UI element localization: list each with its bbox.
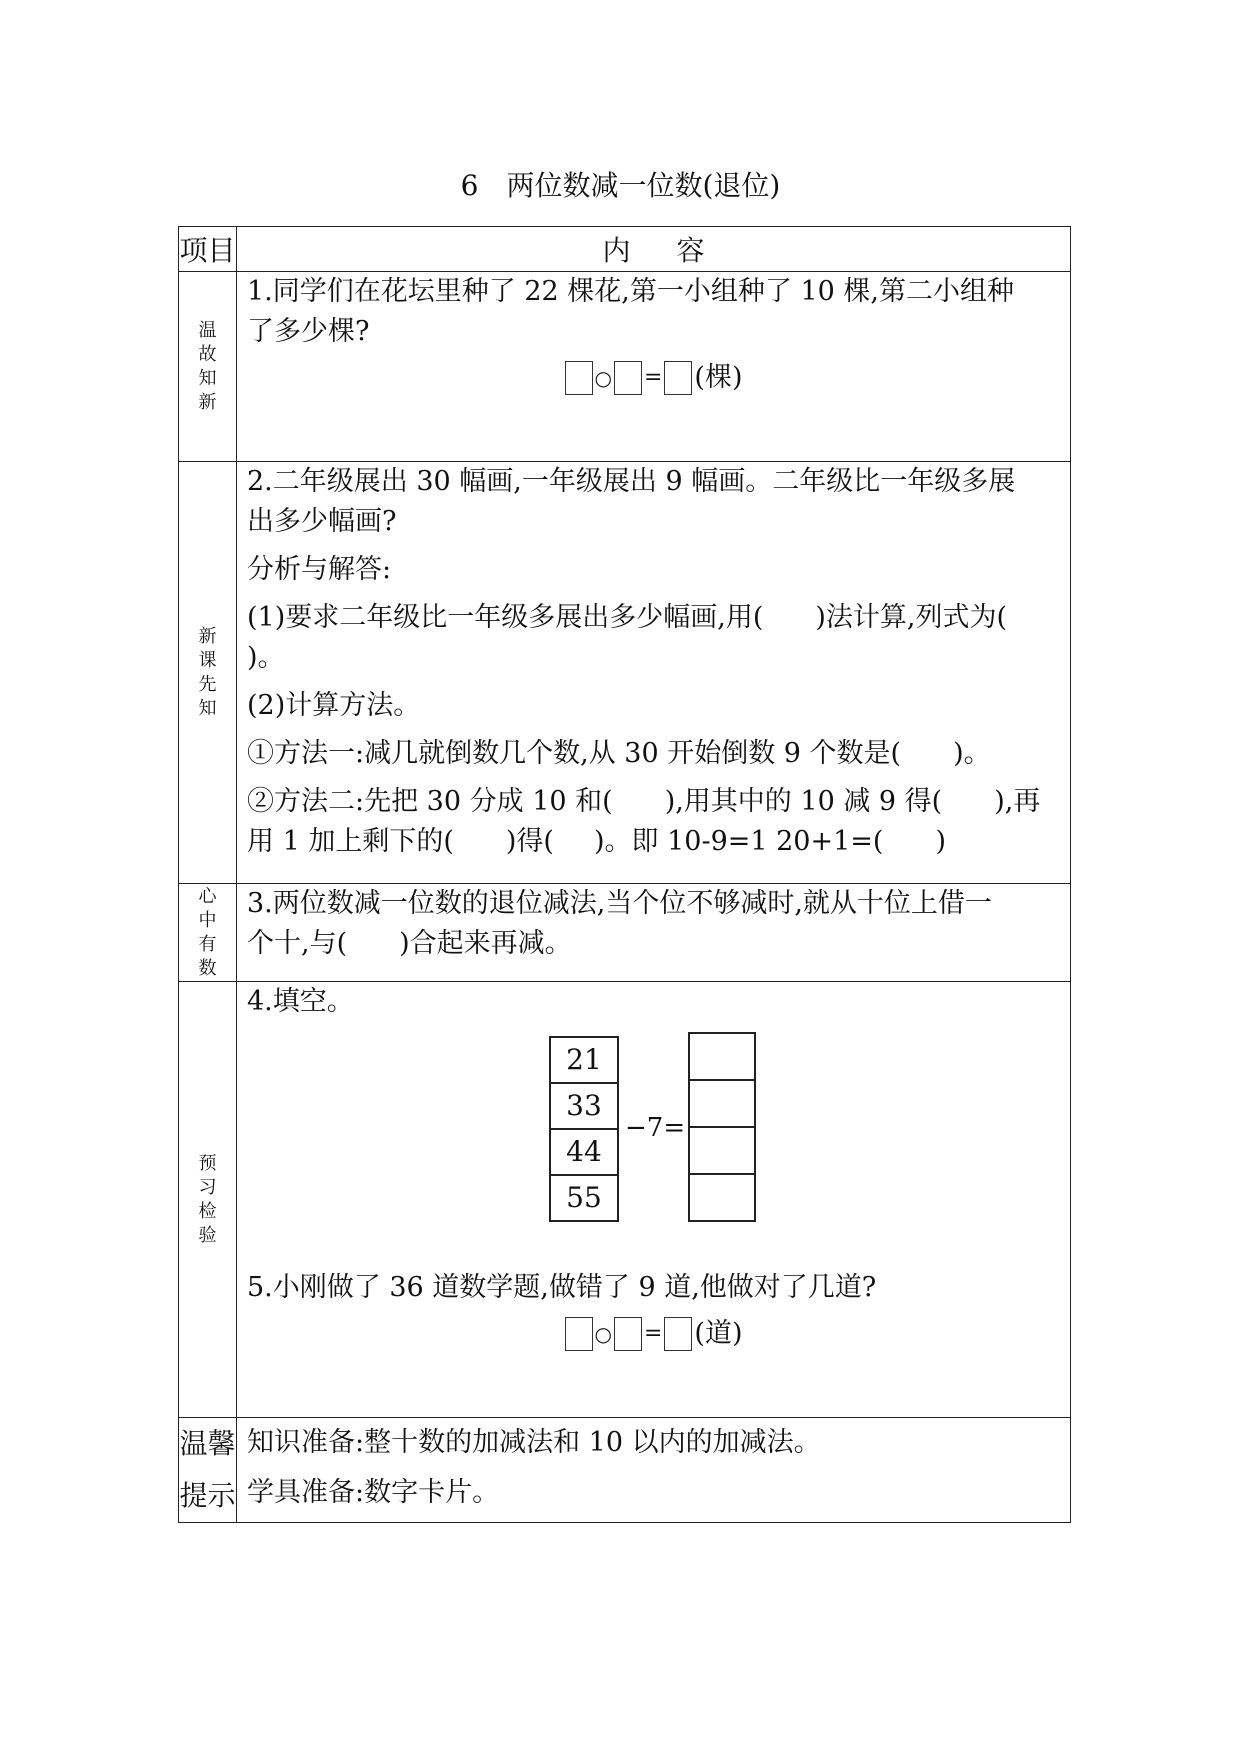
review-label: 温 故 知 新 — [179, 272, 237, 462]
tips-label: 温馨 提示 — [179, 1418, 237, 1523]
method2-line1: ②方法二:先把 30 分成 10 和( ),用其中的 10 减 9 得( ),再 — [247, 786, 1041, 817]
review-content — [237, 272, 1071, 462]
preview-row — [179, 982, 1071, 1418]
new-lesson-row — [179, 462, 1071, 884]
analysis-heading: 分析与解答: — [247, 554, 392, 585]
q4-heading: 4.填空。 — [247, 986, 354, 1017]
q1-line2: 了多少棵? — [247, 316, 370, 347]
q3-line2: 个十,与( )合起来再减。 — [247, 928, 572, 959]
answer-box[interactable] — [565, 1317, 593, 1351]
q4-number-column — [549, 1036, 619, 1222]
worksheet-table — [178, 226, 1071, 1523]
q3-line1: 3.两位数减一位数的退位减法,当个位不够减时,就从十位上借一 — [247, 888, 992, 919]
equals-sign: = — [643, 1321, 663, 1346]
answer-box[interactable] — [688, 1128, 756, 1175]
unit-label: (棵) — [694, 362, 743, 393]
method2-line2: 用 1 加上剩下的( )得( )。即 10-9=1 20+1=( ) — [247, 826, 946, 857]
answer-box[interactable] — [688, 1032, 756, 1081]
tips-line2: 学具准备:数字卡片。 — [247, 1477, 500, 1508]
tips-content — [237, 1418, 1071, 1523]
preview-content — [237, 982, 1071, 1418]
title-text: 两位数减一位数(退位) — [506, 169, 781, 202]
header-content-a: 内 — [602, 234, 631, 267]
in-mind-content — [237, 884, 1071, 982]
q4-number: 33 — [549, 1084, 619, 1130]
step1: (1)要求二年级比一年级多展出多少幅画,用( )法计算,列式为( — [247, 602, 1008, 633]
q1-equation — [247, 356, 1060, 400]
answer-box[interactable] — [614, 1317, 642, 1351]
title-number: 6 — [460, 169, 479, 202]
answer-box[interactable] — [688, 1081, 756, 1128]
answer-box[interactable] — [664, 1317, 692, 1351]
answer-box[interactable] — [565, 361, 593, 395]
method1: ①方法一:减几就倒数几个数,从 30 开始倒数 9 个数是( )。 — [247, 738, 991, 769]
q5-equation — [247, 1312, 1060, 1356]
preview-label: 预 习 检 验 — [179, 982, 237, 1418]
header-content — [237, 227, 1071, 272]
q4-fill-area — [247, 1030, 1060, 1226]
step2: (2)计算方法。 — [247, 690, 421, 721]
q5-text: 5.小刚做了 36 道数学题,做错了 9 道,他做对了几道? — [247, 1272, 877, 1303]
in-mind-row — [179, 884, 1071, 982]
step1-end: )。 — [247, 642, 285, 673]
q1-line1: 1.同学们在花坛里种了 22 棵花,第一小组种了 10 棵,第二小组种 — [247, 276, 1014, 307]
in-mind-label: 心 中 有 数 — [179, 884, 237, 982]
operator-circle[interactable]: ○ — [594, 1322, 612, 1346]
q4-number: 21 — [549, 1036, 619, 1084]
answer-box[interactable] — [688, 1175, 756, 1222]
header-item: 项目 — [179, 227, 237, 272]
review-row — [179, 272, 1071, 462]
operator-circle[interactable]: ○ — [594, 366, 612, 390]
tips-line1: 知识准备:整十数的加减法和 10 以内的加减法。 — [247, 1427, 821, 1458]
new-lesson-content — [237, 462, 1071, 884]
new-lesson-label: 新 课 先 知 — [179, 462, 237, 884]
q4-answer-column — [688, 1032, 756, 1222]
page-title — [0, 164, 1241, 204]
header-content-b: 容 — [676, 234, 705, 267]
q2-line1: 2.二年级展出 30 幅画,一年级展出 9 幅画。二年级比一年级多展 — [247, 466, 1016, 497]
q4-operator: −7= — [625, 1113, 686, 1143]
q2-line2: 出多少幅画? — [247, 506, 397, 537]
q4-number: 55 — [549, 1176, 619, 1222]
equals-sign: = — [643, 365, 663, 390]
header-row — [179, 227, 1071, 272]
answer-box[interactable] — [664, 361, 692, 395]
answer-box[interactable] — [614, 361, 642, 395]
q4-number: 44 — [549, 1130, 619, 1176]
unit-label: (道) — [694, 1318, 743, 1349]
tips-row — [179, 1418, 1071, 1523]
